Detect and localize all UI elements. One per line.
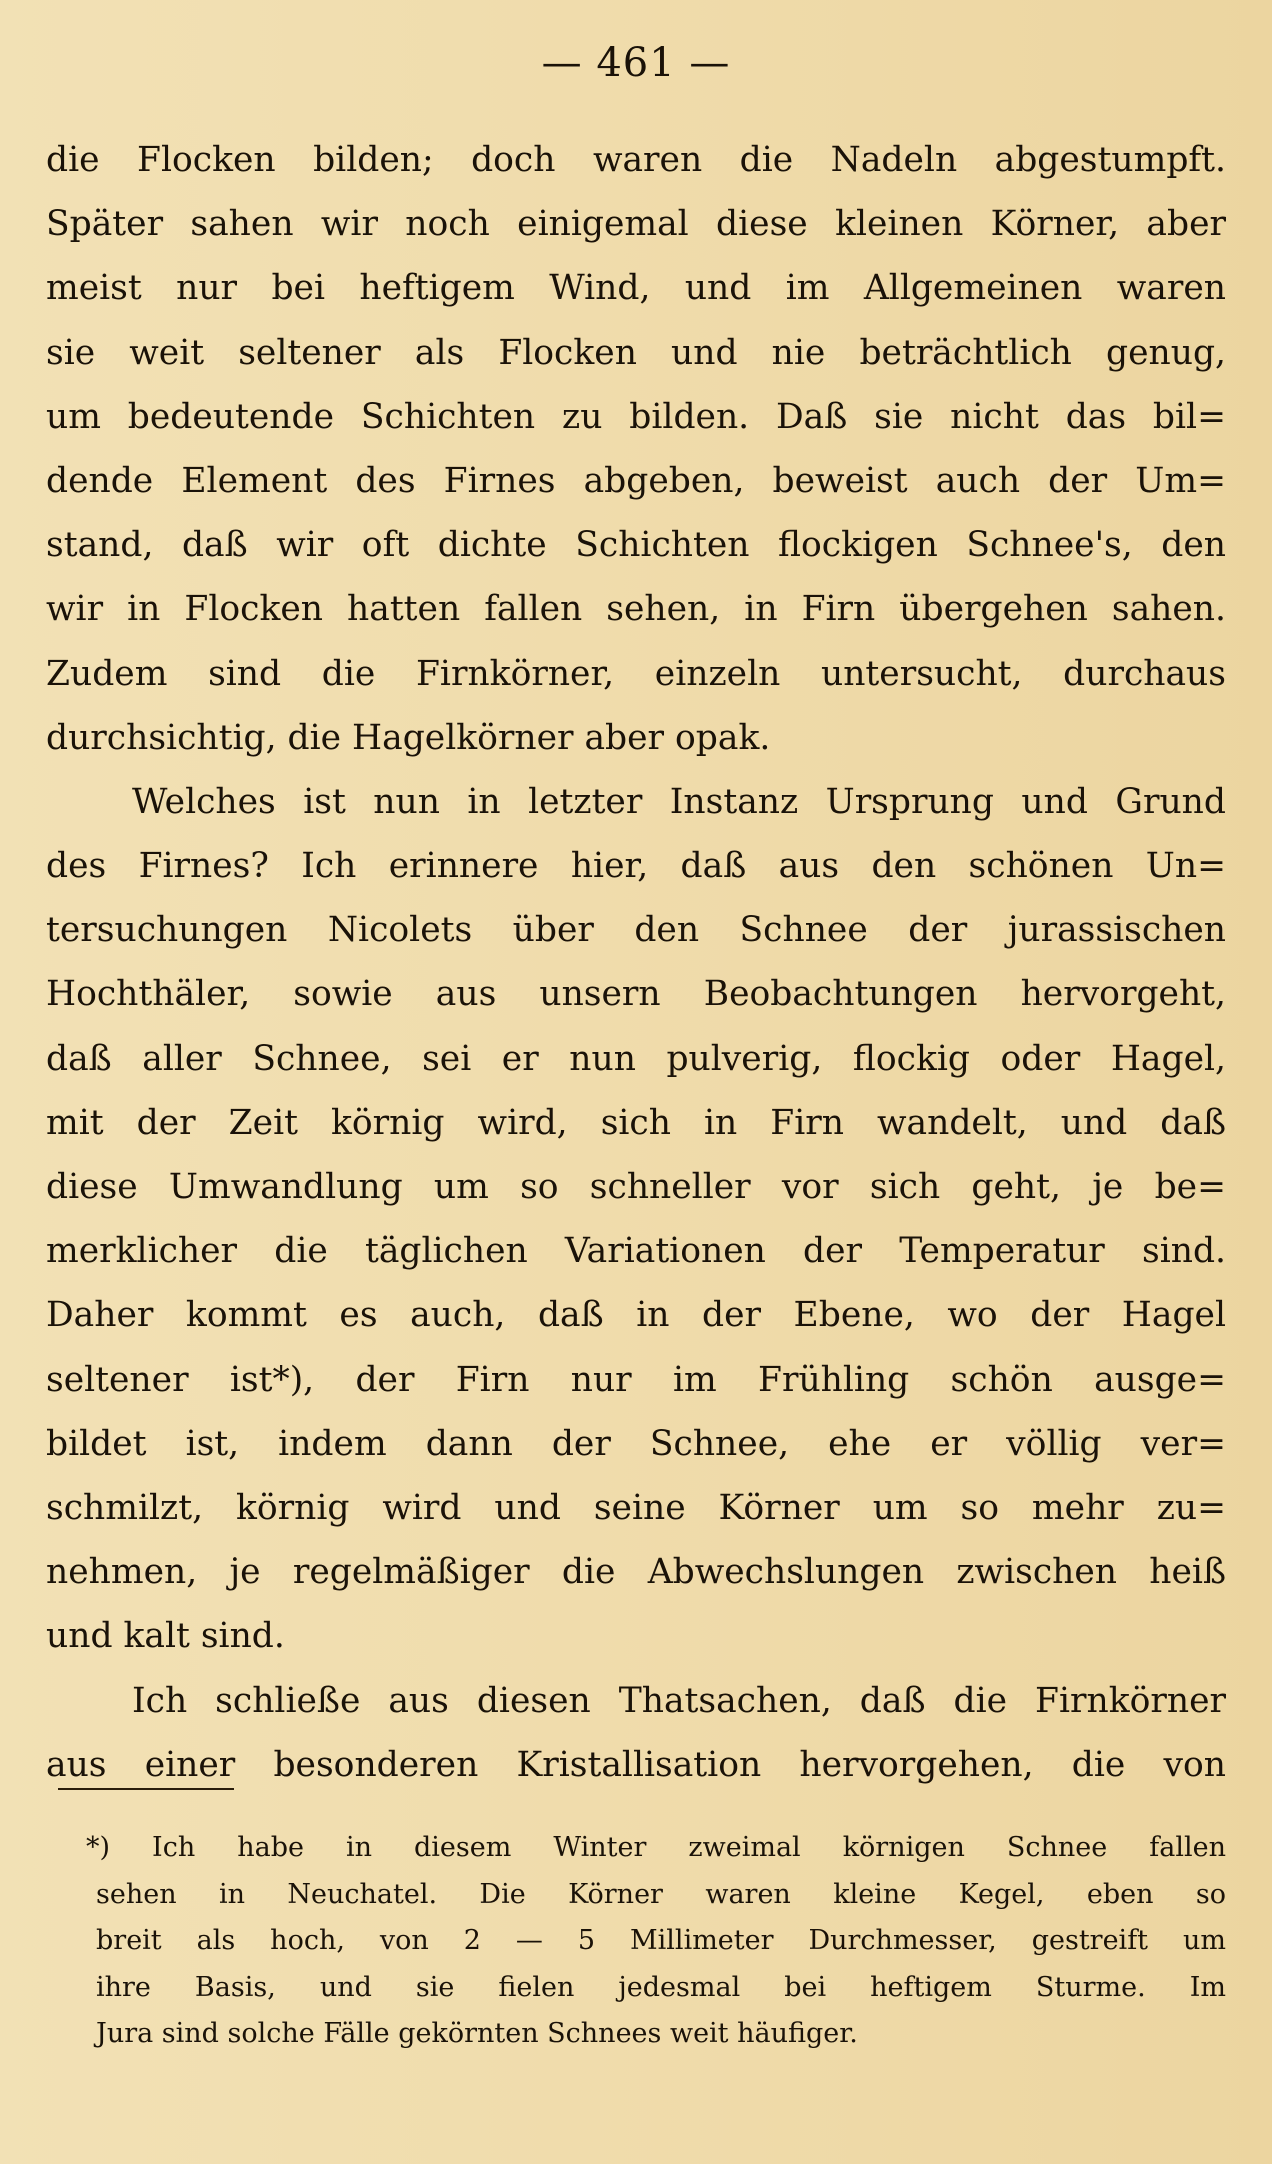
paragraph-start-line: Welches ist nun in letzter Instanz Ursprung und Grund <box>132 781 1226 822</box>
text-line: tersuchungen Nicolets über den Schnee der jurassischen <box>46 910 1226 951</box>
footnote-line: Jura sind solche Fälle gekörnten Schnees weit häufiger. <box>96 2018 858 2049</box>
text-line: und kalt sind. <box>46 1616 285 1657</box>
paragraph-start-line: Ich schließe aus diesen Thatsachen, daß die Firnkörner <box>132 1680 1226 1721</box>
text-line: daß aller Schnee, sei er nun pulverig, flockig oder Hagel, <box>46 1038 1226 1079</box>
text-line: schmilzt, körnig wird und seine Körner um so mehr zu= <box>46 1487 1226 1528</box>
text-line: die Flocken bilden; doch waren die Nadeln abgestumpft. <box>46 140 1226 180</box>
footnote-line: *) Ich habe in diesem Winter zweimal körnigen Schnee fallen <box>86 1832 1226 1863</box>
text-line: Hochthäler, sowie aus unsern Beobachtungen hervorgeht, <box>46 974 1226 1015</box>
text-line: Zudem sind die Firnkörner, einzeln untersucht, durchaus <box>46 653 1226 694</box>
text-line: aus einer besonderen Kristallisation hervorgehen, die von <box>46 1744 1226 1785</box>
text-line: stand, daß wir oft dichte Schichten flockigen Schnee's, den <box>46 525 1226 566</box>
footnote-divider <box>58 1788 234 1790</box>
page-number: — 461 — <box>541 40 731 86</box>
footnote-line: ihre Basis, und sie fielen jedesmal bei heftigem Sturme. Im <box>96 1971 1226 2003</box>
text-line: meist nur bei heftigem Wind, und im Allgemeinen waren <box>46 268 1226 309</box>
text-line: nehmen, je regelmäßiger die Abwechslungen zwischen heiß <box>46 1552 1226 1593</box>
text-line: um bedeutende Schichten zu bilden. Daß sie nicht das bil= <box>46 396 1226 437</box>
text-line: durchsichtig, die Hagelkörner aber opak. <box>46 717 771 758</box>
text-line: Daher kommt es auch, daß in der Ebene, wo der Hagel <box>46 1295 1226 1336</box>
text-line: diese Umwandlung um so schneller vor sich geht, je be= <box>46 1167 1226 1207</box>
text-line: sie weit seltener als Flocken und nie beträchtlich genug, <box>46 332 1226 373</box>
body-text <box>46 128 1226 1797</box>
text-line: seltener ist*), der Firn nur im Frühling schön ausge= <box>46 1359 1226 1400</box>
text-line: Später sahen wir noch einigemal diese kleinen Körner, aber <box>46 204 1226 245</box>
footnote-line: breit als hoch, von 2 — 5 Millimeter Durchmesser, gestreift um <box>96 1925 1226 1956</box>
text-line: merklicher die täglichen Variationen der Temperatur sind. <box>46 1231 1226 1272</box>
text-line: mit der Zeit körnig wird, sich in Firn wandelt, und daß <box>46 1102 1226 1143</box>
text-line: bildet ist, indem dann der Schnee, ehe er völlig ver= <box>46 1423 1226 1464</box>
text-line: dende Element des Firnes abgeben, beweist auch der Um= <box>46 460 1226 501</box>
text-line: wir in Flocken hatten fallen sehen, in Firn übergehen sahen. <box>46 589 1226 630</box>
footnote <box>46 1825 1226 2058</box>
footnote-line: sehen in Neuchatel. Die Körner waren kleine Kegel, eben so <box>96 1878 1226 1910</box>
text-line: des Firnes? Ich erinnere hier, daß aus den schönen Un= <box>46 846 1226 887</box>
